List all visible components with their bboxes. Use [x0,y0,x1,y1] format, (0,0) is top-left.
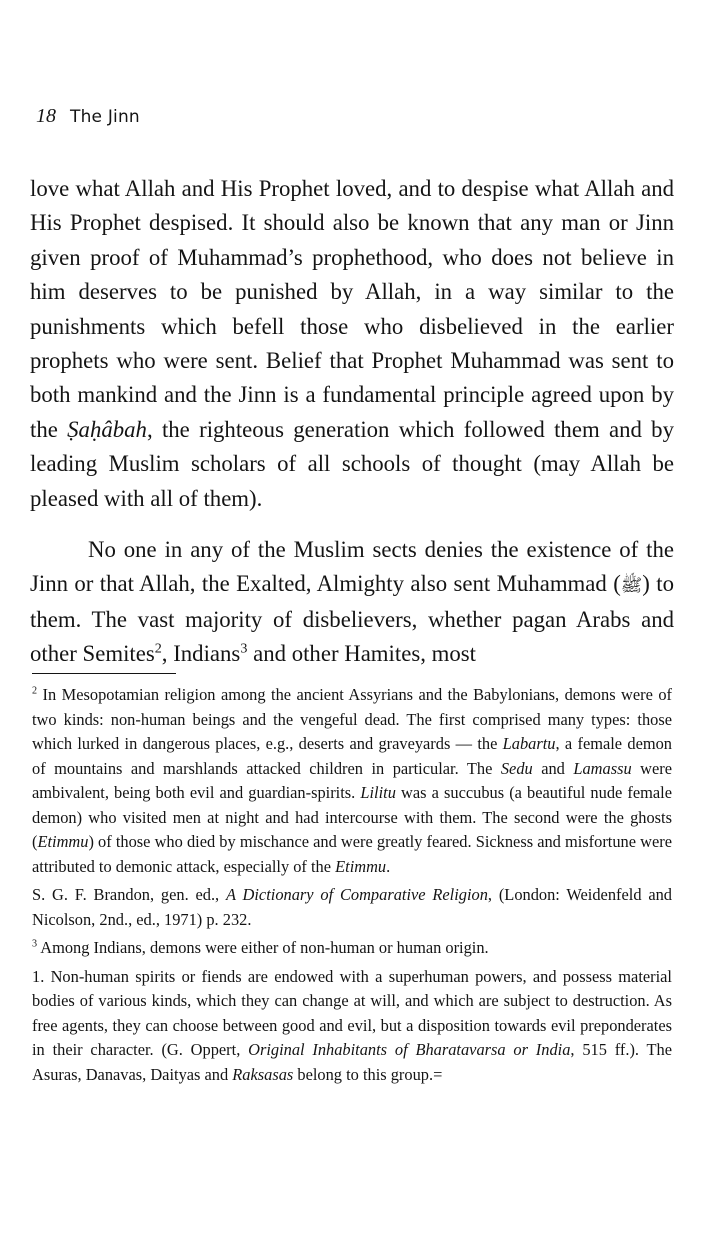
salutation-glyph: ﷺ [620,575,643,596]
item-1-text-c: belong to this group.= [293,1064,443,1084]
footnote-2-text-3: and [532,758,574,778]
term-sedu: Sedu [500,758,533,778]
term-labartu: Labartu [502,734,556,753]
term-raksasas: Raksasas [232,1064,294,1084]
footnote-ref-2: 2 [154,640,162,657]
item-1-text-a: 1. Non-human spirits or fiends are endowed with a superhuman powers, and possess material bodies of various kinds, which they can change at will, and which are subject to destruction. As free agents, they can choose between good and evil, but a disposition towards evil preponderates in their character. (G. Oppert, [32,966,672,1059]
footnote-2-marker: 2 [32,685,38,697]
footnote-2 [32,683,672,879]
paragraph-2 [30,533,674,672]
main-text [30,172,674,672]
citation-text-b: , (London: Weidenfeld and Nicolson, 2nd., ed., 1971) p. 232. [32,885,673,929]
footnote-2-text-4: were ambivalent, being both evil and guardian-spirits. [32,758,672,802]
running-header [36,104,140,129]
term-lilitu: Lilitu [360,783,396,802]
item-1-book-title: Original Inhabitants of Bharatavarsa or India [248,1040,571,1059]
citation-title: A Dictionary of Comparative Religion [226,885,488,904]
footnote-2-text-7: . [386,856,391,876]
footnote-3-text: Among Indians, demons were either of non-human or human origin. [37,938,489,957]
footnote-2-text-2: , a female demon of mountains and marshlands attacked children in particular. The [32,734,672,778]
sahabah-term: Ṣaḥâbah [67,416,147,442]
citation-text-a: S. G. F. Brandon, gen. ed., [32,885,226,904]
paragraph-2-text-d: and other Hamites, most [247,641,476,667]
paragraph-1-text-a: love what Allah and His Prophet loved, and to despise what Allah and His Prophet despised. It should also be known that any man or Jinn given proof of Muhammad’s prophethood, who does not believe in him deserves to be punished by Allah, in a way similar to the punishments which befell those who disbelieved in the earlier prophets who were sent. Belief that Prophet Muhammad was sent to both mankind and the Jinn is a fundamental principle agreed upon by the [30,176,674,442]
footnotes [32,683,672,1087]
paragraph-2-text-c: , Indians [161,641,241,667]
footnote-2-text-6: ) of those who died by mischance and were greatly feared. Sickness and misfortune were attributed to demonic attack, especially of the [32,832,672,876]
footnote-3 [32,936,672,961]
term-etimmu: Etimmu [37,832,89,851]
term-lamassu: Lamassu [573,758,632,778]
footnote-divider [32,673,176,674]
running-title: The Jinn [70,107,140,127]
footnote-3-item-1 [32,965,672,1088]
footnote-3-marker: 3 [32,938,38,950]
paragraph-1 [30,172,674,516]
footnote-ref-3: 3 [240,640,248,657]
footnote-2-text-5: was a succubus (a beautiful nude female demon) who visited men at night and had intercourse with them. The second were the ghosts ( [32,783,672,851]
term-etimmu-2: Etimmu [335,856,387,876]
footnote-2-citation [32,883,672,932]
paragraph-2-text-a: No one in any of the Muslim sects denies the existence of the Jinn or that Allah, the Exalted, Almighty also sent Muhammad ( [30,537,674,597]
footnote-2-text-1: In Mesopotamian religion among the ancient Assyrians and the Babylonians, demons were of two kinds: non-human beings and the vengeful dead. The first comprised many types: those which lurked in dangerous places, e.g., deserts and graveyards — the [32,685,672,753]
item-1-text-b: , 515 ff.). The Asuras, Danavas, Daityas and [32,1040,672,1084]
page-number: 18 [36,105,56,127]
paragraph-2-text-b: ) to them. The vast majority of disbelievers, whether pagan Arabs and other Semites [30,571,674,667]
paragraph-1-text-b: , the righteous generation which followed them and by leading Muslim scholars of all schools of thought (may Allah be pleased with all of them). [30,416,674,511]
